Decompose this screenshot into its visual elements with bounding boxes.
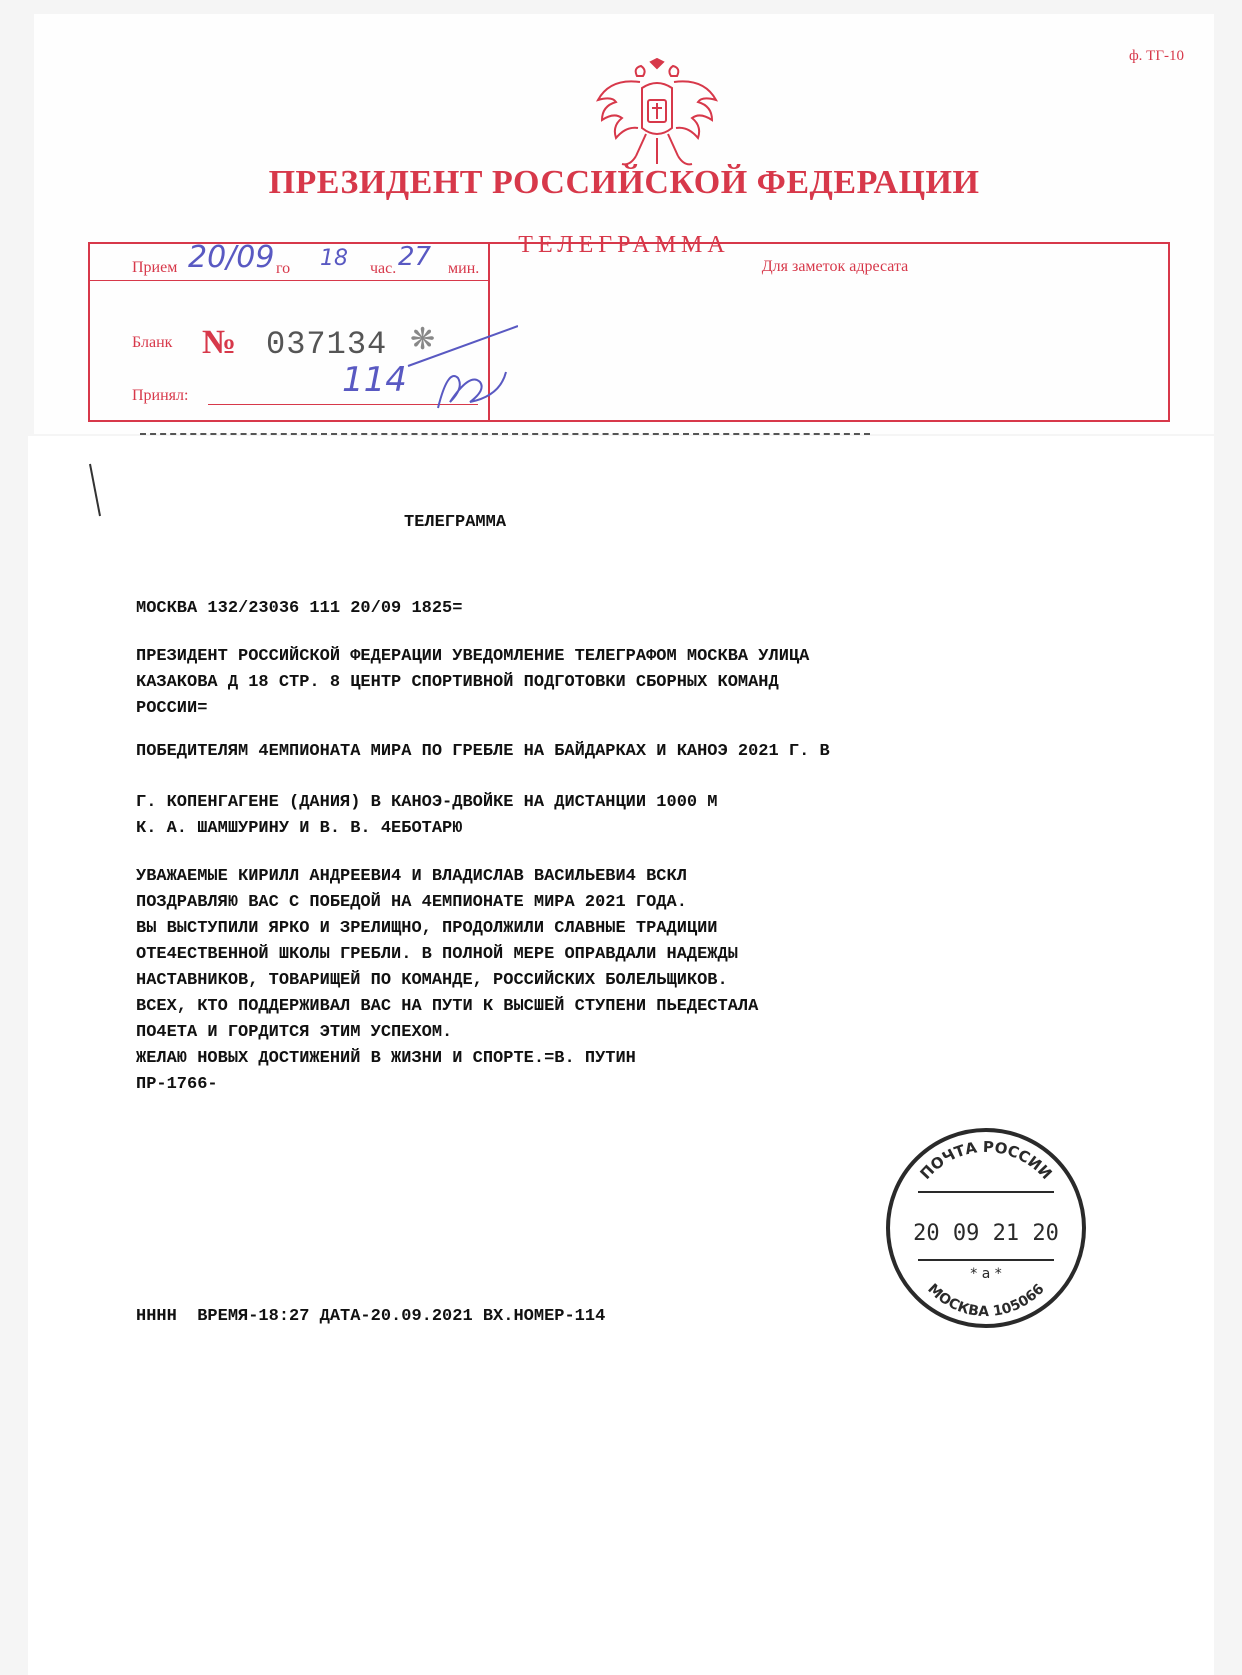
body-line: ВЫ ВЫСТУПИЛИ ЯРКО И ЗРЕЛИЩНО, ПРОДОЛЖИЛИ СЛАВНЫЕ ТРАДИЦИИ — [136, 919, 718, 938]
body-line: ЖЕЛАЮ НОВЫХ ДОСТИЖЕНИЙ В ЖИЗНИ И СПОРТЕ.=В. ПУТИН — [136, 1049, 636, 1068]
handwritten-hour: 18 — [320, 246, 348, 271]
notes-label: Для заметок адресата — [761, 258, 909, 275]
body-line: ПО4ЕТА И ГОРДИТСЯ ЭТИМ УСПЕХОМ. — [136, 1023, 453, 1042]
header-subtitle: ТЕЛЕГРАММА — [518, 232, 730, 258]
postmark-stamp — [878, 1120, 1093, 1335]
body-line: УВАЖАЕМЫЕ КИРИЛЛ АНДРЕЕВИ4 И ВЛАДИСЛАВ ВАСИЛЬЕВИ4 ВСКЛ — [136, 867, 687, 886]
stamp-bottom-text: МОСКВА 105066 — [924, 1280, 1048, 1321]
address-line: КАЗАКОВА Д 18 СТР. 8 ЦЕНТР СПОРТИВНОЙ ПОДГОТОВКИ СБОРНЫХ КОМАНД — [136, 673, 779, 692]
recipient-line: Г. КОПЕНГАГЕНЕ (ДАНИЯ) В КАНОЭ-ДВОЙКЕ НА ДИСТАНЦИИ 1000 М — [136, 793, 718, 812]
recipient-line: К. А. ШАМШУРИНУ И В. В. 4ЕБОТАРЮ — [136, 819, 463, 838]
body-line: НАСТАВНИКОВ, ТОВАРИЩЕЙ ПО КОМАНДЕ, РОССИЙСКИХ БОЛЕЛЬЩИКОВ. — [136, 971, 728, 990]
pen-mark-icon — [86, 462, 106, 518]
form-code: ф. ТГ-10 — [1128, 48, 1184, 64]
body-line: ПОЗДРАВЛЯЮ ВАС С ПОБЕДОЙ НА 4ЕМПИОНАТЕ МИРА 2021 ГОДА. — [136, 893, 687, 912]
handwritten-minutes: 27 — [398, 242, 432, 272]
priem-label: Прием — [132, 259, 178, 276]
number-sign: № — [202, 324, 237, 361]
box-line — [90, 280, 488, 281]
double-headed-eagle-icon — [592, 58, 722, 176]
min-label: мин. — [448, 260, 480, 277]
body-line: ВСЕХ, КТО ПОДДЕРЖИВАЛ ВАС НА ПУТИ К ВЫСШЕЙ СТУПЕНИ ПЬЕДЕСТАЛА — [136, 997, 759, 1016]
blank-label: Бланк — [132, 334, 173, 351]
stamp-top-text: ПОЧТА РОССИИ — [916, 1137, 1056, 1183]
prinyal-label: Принял: — [132, 387, 189, 404]
telegram-title: ТЕЛЕГРАММА — [404, 513, 507, 532]
recipient-line: ПОБЕДИТЕЛЯМ 4ЕМПИОНАТА МИРА ПО ГРЕБЛЕ НА БАЙДАРКАХ И КАНОЭ 2021 Г. В — [136, 742, 830, 761]
tear-line — [140, 433, 870, 435]
stamp-mark: * а * — [970, 1266, 1002, 1282]
telegram-sheet — [28, 436, 1214, 1675]
origin-line: МОСКВА 132/23036 111 20/09 1825= — [136, 599, 463, 618]
chas-label: час. — [370, 260, 397, 277]
header-title: ПРЕЗИДЕНТ РОССИЙСКОЙ ФЕДЕРАЦИИ — [268, 164, 980, 201]
handwritten-date: 20/09 — [188, 240, 275, 275]
signature-scribble-icon — [338, 316, 518, 416]
reception-form-box — [88, 242, 1170, 422]
go-label: го — [276, 260, 291, 277]
address-line: ПРЕЗИДЕНТ РОССИЙСКОЙ ФЕДЕРАЦИИ УВЕДОМЛЕНИЕ ТЕЛЕГРАФОМ МОСКВА УЛИЦА — [136, 647, 810, 666]
handwritten-number: 114 — [342, 360, 407, 400]
stamp-date: 20 09 21 20 — [913, 1221, 1059, 1246]
serial-number: 037134 — [266, 326, 388, 363]
footer-line: НННН ВРЕМЯ-18:27 ДАТА-20.09.2021 ВХ.НОМЕР-114 — [136, 1307, 606, 1326]
asterisk-icon: ❋ — [410, 323, 436, 356]
body-line: ОТЕ4ЕСТВЕННОЙ ШКОЛЫ ГРЕБЛИ. В ПОЛНОЙ МЕРЕ ОПРАВДАЛИ НАДЕЖДЫ — [136, 945, 738, 964]
body-line: ПР-1766- — [136, 1075, 218, 1094]
address-line: РОССИИ= — [136, 699, 208, 718]
